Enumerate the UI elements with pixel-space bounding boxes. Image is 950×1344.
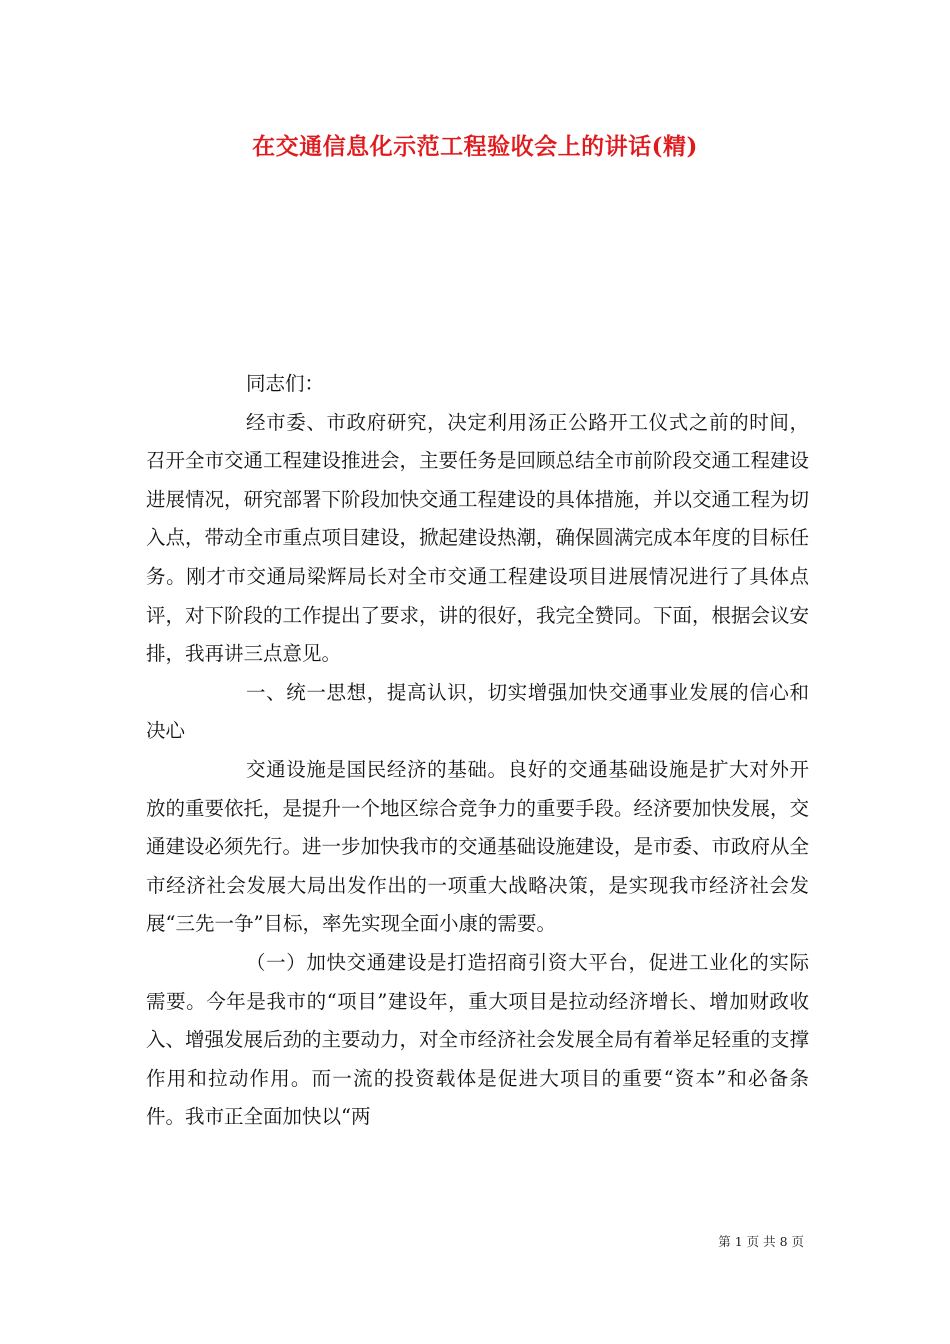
salutation: 同志们：	[246, 372, 325, 395]
paragraph-transport-foundation: 交通设施是国民经济的基础。良好的交通基础设施是扩大对外开放的重要依托，是提升一个地区综合竞争力的重要手段。经济要加快发展，交通建设必须先行。进一步加快我市的交通基础设施建设，是市委、市政府从全市经济社会发展大局出发作出的一项重大战略决策，是实现我市经济社会发展“三先一争”目标，率先实现全面小康的需要。	[146, 757, 810, 936]
section-heading-1: 一、统一思想，提高认识，切实增强加快交通事业发展的信心和决心	[146, 680, 809, 743]
paragraph-subsection-1: （一）加快交通建设是打造招商引资大平台，促进工业化的实际需要。今年是我市的“项目”建设年，重大项目是拉动经济增长、增加财政收入、增强发展后劲的主要动力，对全市经济社会发展全局有着举足轻重的支撑作用和拉动作用。而一流的投资载体是促进大项目的重要“资本”和必备条件。我市正全面加快以“两	[146, 950, 810, 1129]
paragraph-intro: 经市委、市政府研究，决定利用汤正公路开工仪式之前的时间，召开全市交通工程建设推进会，主要任务是回顾总结全市前阶段交通工程建设进展情况，研究部署下阶段加快交通工程建设的具体措施，并以交通工程为切入点，带动全市重点项目建设，掀起建设热潮，确保圆满完成本年度的目标任务。刚才市交通局梁辉局长对全市交通工程建设项目进展情况进行了具体点评，对下阶段的工作提出了要求，讲的很好，我完全赞同。下面，根据会议安排，我再讲三点意见。	[146, 410, 810, 666]
document-title: 在交通信息化示范工程验收会上的讲话(精)	[252, 133, 698, 160]
document-body	[146, 365, 809, 1137]
page-indicator: 第 1 页 共 8 页	[718, 1234, 804, 1249]
